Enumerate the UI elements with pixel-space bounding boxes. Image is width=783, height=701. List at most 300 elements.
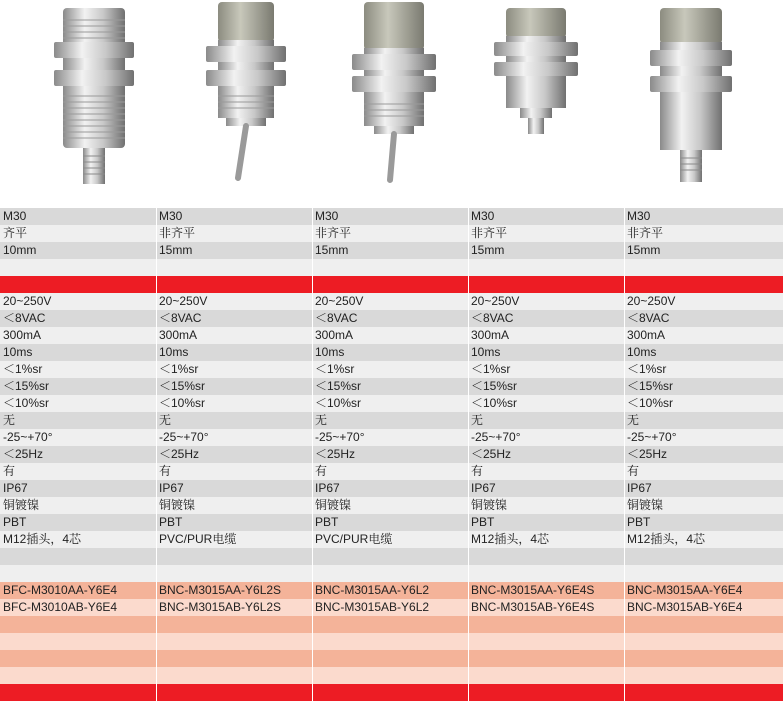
table-cell: ＜10%sr xyxy=(627,396,674,410)
column-divider xyxy=(468,242,469,259)
column-divider xyxy=(156,497,157,514)
column-divider xyxy=(156,242,157,259)
column-divider xyxy=(624,565,625,582)
table-cell: -25~+70° xyxy=(471,430,521,444)
column-divider xyxy=(468,208,469,225)
product-image-3 xyxy=(312,0,468,205)
product-image-5 xyxy=(624,0,780,205)
table-cell xyxy=(468,565,624,582)
table-cell xyxy=(468,633,624,650)
column-divider xyxy=(468,684,469,701)
column-divider xyxy=(624,599,625,616)
table-cell: BFC-M3010AA-Y6E4 xyxy=(3,583,118,597)
column-divider xyxy=(156,633,157,650)
column-divider xyxy=(312,327,313,344)
table-cell: BNC-M3015AB-Y6E4 xyxy=(627,600,743,614)
table-cell xyxy=(156,276,312,293)
table-cell: ＜10%sr xyxy=(315,396,362,410)
table-cell: 有 xyxy=(159,464,172,478)
column-divider xyxy=(468,667,469,684)
table-cell: 20~250V xyxy=(3,294,52,308)
table-cell: 非齐平 xyxy=(627,226,664,240)
table-cell: 有 xyxy=(3,464,16,478)
column-divider xyxy=(312,684,313,701)
column-divider xyxy=(624,531,625,548)
column-divider xyxy=(468,463,469,480)
column-divider xyxy=(468,412,469,429)
column-divider xyxy=(156,480,157,497)
table-cell xyxy=(468,276,624,293)
column-divider xyxy=(312,310,313,327)
column-divider xyxy=(156,293,157,310)
column-divider xyxy=(312,361,313,378)
table-row xyxy=(0,684,783,701)
table-cell: 20~250V xyxy=(159,294,208,308)
table-row xyxy=(0,599,783,616)
table-cell: M30 xyxy=(3,209,27,223)
table-cell: PBT xyxy=(159,515,183,529)
table-row xyxy=(0,446,783,463)
table-cell xyxy=(0,616,156,633)
column-divider xyxy=(312,378,313,395)
table-cell: ＜8VAC xyxy=(471,311,514,325)
table-cell xyxy=(468,650,624,667)
column-divider xyxy=(624,650,625,667)
threaded-sensor-m12-connector-icon xyxy=(624,0,780,205)
spec-table xyxy=(0,208,783,701)
column-divider xyxy=(312,650,313,667)
table-cell: IP67 xyxy=(471,481,496,495)
threaded-sensor-m12-connector-icon xyxy=(468,0,624,205)
column-divider xyxy=(468,599,469,616)
table-cell: ＜1%sr xyxy=(627,362,667,376)
table-row xyxy=(0,616,783,633)
product-image-4 xyxy=(468,0,624,205)
table-row xyxy=(0,395,783,412)
table-cell: 10ms xyxy=(3,345,33,359)
table-cell: PVC/PUR电缆 xyxy=(315,532,393,546)
column-divider xyxy=(624,310,625,327)
table-cell: ＜8VAC xyxy=(315,311,358,325)
table-cell: 有 xyxy=(627,464,640,478)
table-cell: 铜镀镍 xyxy=(315,498,352,512)
table-cell: ＜15%sr xyxy=(315,379,362,393)
table-cell: 铜镀镍 xyxy=(159,498,196,512)
table-cell: M30 xyxy=(315,209,339,223)
table-cell: M30 xyxy=(471,209,495,223)
column-divider xyxy=(468,497,469,514)
table-cell: ＜15%sr xyxy=(627,379,674,393)
column-divider xyxy=(468,548,469,565)
column-divider xyxy=(624,412,625,429)
column-divider xyxy=(156,565,157,582)
column-divider xyxy=(156,684,157,701)
table-row xyxy=(0,650,783,667)
column-divider xyxy=(312,276,313,293)
column-divider xyxy=(312,531,313,548)
column-divider xyxy=(624,667,625,684)
column-divider xyxy=(624,327,625,344)
column-divider xyxy=(312,667,313,684)
table-cell xyxy=(468,667,624,684)
table-cell xyxy=(312,565,468,582)
table-cell: ＜8VAC xyxy=(159,311,202,325)
table-row xyxy=(0,259,783,276)
table-cell: 10ms xyxy=(627,345,657,359)
table-cell: 10mm xyxy=(3,243,37,257)
column-divider xyxy=(468,582,469,599)
column-divider xyxy=(156,310,157,327)
column-divider xyxy=(156,548,157,565)
column-divider xyxy=(156,327,157,344)
table-cell: BNC-M3015AA-Y6E4S xyxy=(471,583,595,597)
column-divider xyxy=(312,293,313,310)
table-cell: 20~250V xyxy=(315,294,364,308)
table-cell xyxy=(624,565,783,582)
column-divider xyxy=(156,429,157,446)
column-divider xyxy=(468,327,469,344)
table-cell: ＜8VAC xyxy=(3,311,46,325)
column-divider xyxy=(468,480,469,497)
table-cell: 非齐平 xyxy=(159,226,196,240)
column-divider xyxy=(312,582,313,599)
table-cell: 10ms xyxy=(471,345,501,359)
table-cell: M12插头，4芯 xyxy=(3,532,82,546)
column-divider xyxy=(312,599,313,616)
table-row xyxy=(0,225,783,242)
column-divider xyxy=(312,463,313,480)
table-cell xyxy=(624,667,783,684)
table-cell: PVC/PUR电缆 xyxy=(159,532,237,546)
column-divider xyxy=(312,395,313,412)
table-cell: 齐平 xyxy=(3,226,28,240)
table-cell xyxy=(156,650,312,667)
threaded-sensor-cable-icon xyxy=(312,0,468,205)
table-cell: BNC-M3015AB-Y6L2S xyxy=(159,600,282,614)
table-cell xyxy=(0,565,156,582)
table-cell: 有 xyxy=(315,464,328,478)
table-cell: 300mA xyxy=(471,328,510,342)
table-cell: ＜10%sr xyxy=(471,396,518,410)
table-row xyxy=(0,548,783,565)
table-cell xyxy=(0,276,156,293)
table-cell: 有 xyxy=(471,464,484,478)
table-cell: M30 xyxy=(159,209,183,223)
column-divider xyxy=(624,242,625,259)
column-divider xyxy=(624,429,625,446)
table-cell xyxy=(468,616,624,633)
column-divider xyxy=(312,259,313,276)
column-divider xyxy=(624,395,625,412)
column-divider xyxy=(156,599,157,616)
table-cell xyxy=(156,667,312,684)
column-divider xyxy=(156,463,157,480)
table-cell xyxy=(312,276,468,293)
table-cell: 非齐平 xyxy=(315,226,352,240)
table-cell: BNC-M3015AA-Y6L2S xyxy=(159,583,282,597)
table-cell xyxy=(0,259,156,276)
table-cell xyxy=(156,548,312,565)
table-cell xyxy=(312,684,468,701)
table-row xyxy=(0,276,783,293)
table-cell: ＜15%sr xyxy=(471,379,518,393)
table-row xyxy=(0,480,783,497)
table-cell: ＜25Hz xyxy=(471,447,512,461)
column-divider xyxy=(156,514,157,531)
table-cell xyxy=(156,684,312,701)
table-cell: 无 xyxy=(627,413,640,427)
table-cell: ＜10%sr xyxy=(3,396,50,410)
table-cell: -25~+70° xyxy=(159,430,209,444)
column-divider xyxy=(624,480,625,497)
table-cell: 300mA xyxy=(3,328,42,342)
column-divider xyxy=(624,208,625,225)
table-cell: 无 xyxy=(315,413,328,427)
column-divider xyxy=(312,480,313,497)
column-divider xyxy=(624,497,625,514)
column-divider xyxy=(468,310,469,327)
table-row xyxy=(0,531,783,548)
table-cell: ＜15%sr xyxy=(159,379,206,393)
table-cell xyxy=(624,548,783,565)
column-divider xyxy=(156,225,157,242)
table-cell: BNC-M3015AA-Y6L2 xyxy=(315,583,430,597)
table-row xyxy=(0,667,783,684)
table-cell: ＜25Hz xyxy=(627,447,668,461)
column-divider xyxy=(624,633,625,650)
table-cell xyxy=(156,633,312,650)
column-divider xyxy=(156,650,157,667)
column-divider xyxy=(312,242,313,259)
table-cell: -25~+70° xyxy=(3,430,53,444)
table-cell: PBT xyxy=(471,515,495,529)
column-divider xyxy=(156,531,157,548)
column-divider xyxy=(468,616,469,633)
column-divider xyxy=(468,565,469,582)
table-cell xyxy=(468,548,624,565)
table-cell: PBT xyxy=(315,515,339,529)
column-divider xyxy=(468,378,469,395)
table-row xyxy=(0,310,783,327)
column-divider xyxy=(468,344,469,361)
column-divider xyxy=(312,616,313,633)
table-cell xyxy=(312,259,468,276)
table-cell xyxy=(156,565,312,582)
table-cell xyxy=(0,650,156,667)
threaded-sensor-m12-connector-icon xyxy=(0,0,156,205)
table-cell: ＜1%sr xyxy=(159,362,199,376)
table-cell: ＜1%sr xyxy=(471,362,511,376)
table-cell: IP67 xyxy=(315,481,340,495)
column-divider xyxy=(312,514,313,531)
table-row xyxy=(0,242,783,259)
table-cell xyxy=(0,684,156,701)
column-divider xyxy=(312,344,313,361)
table-cell xyxy=(624,276,783,293)
table-cell xyxy=(0,633,156,650)
column-divider xyxy=(156,582,157,599)
table-cell: BNC-M3015AB-Y6L2 xyxy=(315,600,430,614)
table-cell xyxy=(312,667,468,684)
column-divider xyxy=(624,616,625,633)
table-cell: 铜镀镍 xyxy=(3,498,40,512)
column-divider xyxy=(468,531,469,548)
table-cell xyxy=(156,259,312,276)
column-divider xyxy=(156,344,157,361)
table-cell: 15mm xyxy=(471,243,505,257)
table-cell xyxy=(624,616,783,633)
table-cell: IP67 xyxy=(627,481,652,495)
column-divider xyxy=(624,582,625,599)
table-cell xyxy=(312,633,468,650)
table-cell xyxy=(468,684,624,701)
table-row xyxy=(0,361,783,378)
table-cell: 20~250V xyxy=(627,294,676,308)
column-divider xyxy=(156,208,157,225)
table-row xyxy=(0,565,783,582)
table-cell: ＜25Hz xyxy=(315,447,356,461)
column-divider xyxy=(156,361,157,378)
table-row xyxy=(0,514,783,531)
table-cell: 无 xyxy=(159,413,172,427)
column-divider xyxy=(468,650,469,667)
column-divider xyxy=(156,259,157,276)
column-divider xyxy=(624,378,625,395)
table-cell: ＜1%sr xyxy=(315,362,355,376)
table-row xyxy=(0,344,783,361)
column-divider xyxy=(312,412,313,429)
column-divider xyxy=(468,395,469,412)
table-row xyxy=(0,327,783,344)
table-cell xyxy=(624,259,783,276)
table-row xyxy=(0,429,783,446)
column-divider xyxy=(312,208,313,225)
column-divider xyxy=(156,395,157,412)
table-cell: 10ms xyxy=(159,345,189,359)
column-divider xyxy=(156,616,157,633)
table-cell xyxy=(0,667,156,684)
table-cell: PBT xyxy=(3,515,27,529)
column-divider xyxy=(312,497,313,514)
table-cell xyxy=(468,259,624,276)
table-cell: IP67 xyxy=(3,481,28,495)
column-divider xyxy=(156,276,157,293)
table-cell xyxy=(624,633,783,650)
column-divider xyxy=(468,276,469,293)
column-divider xyxy=(468,514,469,531)
column-divider xyxy=(624,548,625,565)
column-divider xyxy=(468,293,469,310)
column-divider xyxy=(156,667,157,684)
table-cell: BFC-M3010AB-Y6E4 xyxy=(3,600,118,614)
column-divider xyxy=(624,463,625,480)
column-divider xyxy=(624,293,625,310)
table-cell: M30 xyxy=(627,209,651,223)
table-cell: 300mA xyxy=(627,328,666,342)
column-divider xyxy=(468,259,469,276)
column-divider xyxy=(624,225,625,242)
column-divider xyxy=(468,429,469,446)
column-divider xyxy=(156,412,157,429)
column-divider xyxy=(312,633,313,650)
column-divider xyxy=(468,361,469,378)
column-divider xyxy=(624,514,625,531)
column-divider xyxy=(624,276,625,293)
table-cell: ＜1%sr xyxy=(3,362,43,376)
column-divider xyxy=(624,361,625,378)
column-divider xyxy=(312,548,313,565)
table-cell: 10ms xyxy=(315,345,345,359)
table-row xyxy=(0,463,783,480)
table-cell xyxy=(312,548,468,565)
table-cell: 铜镀镍 xyxy=(627,498,664,512)
product-image-2 xyxy=(156,0,312,205)
column-divider xyxy=(624,259,625,276)
column-divider xyxy=(468,225,469,242)
table-row xyxy=(0,208,783,225)
table-cell: ＜25Hz xyxy=(159,447,200,461)
threaded-sensor-cable-icon xyxy=(156,0,312,205)
column-divider xyxy=(156,446,157,463)
table-row xyxy=(0,633,783,650)
table-cell: BNC-M3015AA-Y6E4 xyxy=(627,583,743,597)
table-cell: ＜15%sr xyxy=(3,379,50,393)
column-divider xyxy=(312,446,313,463)
table-cell xyxy=(312,616,468,633)
table-cell xyxy=(156,616,312,633)
column-divider xyxy=(156,378,157,395)
column-divider xyxy=(624,684,625,701)
product-image-1 xyxy=(0,0,156,205)
table-cell: 15mm xyxy=(159,243,193,257)
column-divider xyxy=(312,429,313,446)
column-divider xyxy=(312,565,313,582)
table-cell: -25~+70° xyxy=(627,430,677,444)
table-row xyxy=(0,582,783,599)
table-cell: 15mm xyxy=(315,243,349,257)
table-row xyxy=(0,293,783,310)
table-cell: 铜镀镍 xyxy=(471,498,508,512)
table-cell: ＜10%sr xyxy=(159,396,206,410)
table-cell: 无 xyxy=(3,413,16,427)
table-cell: ＜8VAC xyxy=(627,311,670,325)
table-cell xyxy=(624,684,783,701)
table-cell: -25~+70° xyxy=(315,430,365,444)
table-cell: 无 xyxy=(471,413,484,427)
column-divider xyxy=(624,344,625,361)
table-cell: 300mA xyxy=(159,328,198,342)
product-images xyxy=(0,0,783,205)
column-divider xyxy=(468,446,469,463)
table-cell: ＜25Hz xyxy=(3,447,44,461)
column-divider xyxy=(312,225,313,242)
table-cell: M12插头，4芯 xyxy=(627,532,706,546)
table-cell: IP67 xyxy=(159,481,184,495)
column-divider xyxy=(468,633,469,650)
table-cell xyxy=(624,650,783,667)
column-divider xyxy=(624,446,625,463)
table-cell xyxy=(0,548,156,565)
table-cell: 15mm xyxy=(627,243,661,257)
table-cell: M12插头，4芯 xyxy=(471,532,550,546)
table-row xyxy=(0,412,783,429)
table-cell xyxy=(312,650,468,667)
table-cell: 20~250V xyxy=(471,294,520,308)
table-cell: PBT xyxy=(627,515,651,529)
table-row xyxy=(0,378,783,395)
table-row xyxy=(0,497,783,514)
table-cell: BNC-M3015AB-Y6E4S xyxy=(471,600,595,614)
